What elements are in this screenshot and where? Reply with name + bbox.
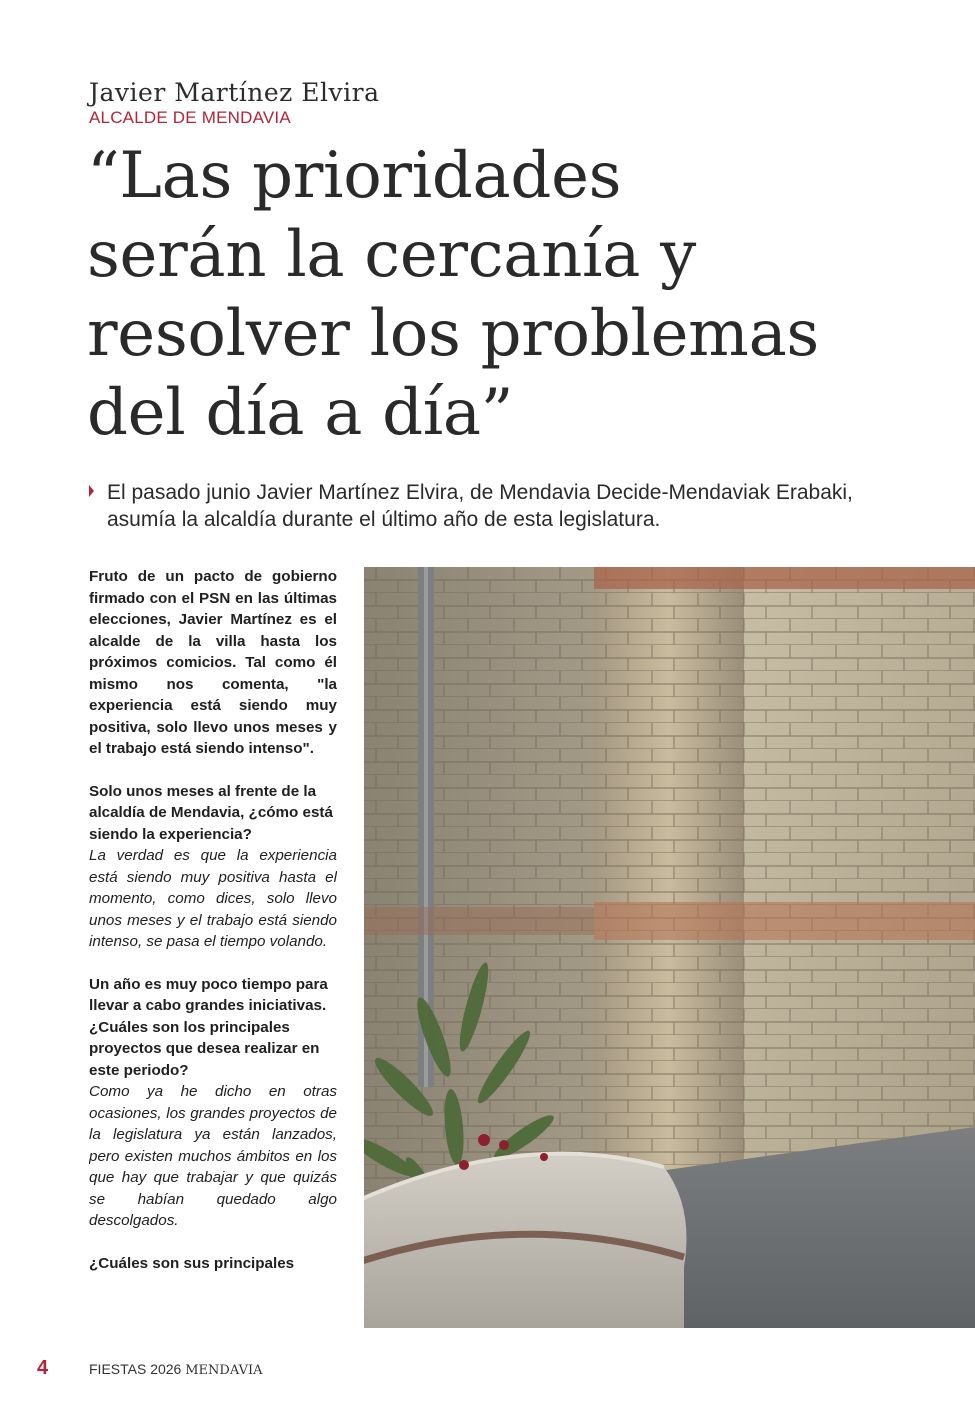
answer: Como ya he dicho en otras ocasiones, los grandes proyectos de la legislatura ya están lanzados, pero existen muchos ámbitos en los que hay que trabajar y que quizás se habían quedado algo descolgados. — [89, 1083, 337, 1229]
question: Solo unos meses al frente de la alcaldía de Mendavia, ¿cómo está siendo la experiencia? — [89, 782, 333, 843]
headline — [87, 137, 967, 453]
author-role: ALCALDE DE MENDAVIA — [89, 108, 291, 127]
headline-line: del día a día” — [87, 376, 514, 450]
footer-publication — [89, 1361, 263, 1378]
answer: La verdad es que la experiencia está siendo muy positiva hasta el momento, como dices, solo llevo unos meses y el trabajo está siendo intenso, se pasa el tiempo volando. — [89, 847, 337, 950]
lead-paragraph: El pasado junio Javier Martínez Elvira, de Mendavia Decide-Mendaviak Erabaki, asumía la alcaldía durante el último año de esta legislatura. — [107, 481, 853, 531]
question: ¿Cuáles son sus principales — [89, 1254, 295, 1272]
triangle-right-icon — [89, 485, 94, 497]
question: Un año es muy poco tiempo para llevar a cabo grandes iniciativas. ¿Cuáles son los principales proyectos que desea realizar en este periodo? — [89, 975, 328, 1079]
headline-line: resolver los problemas — [87, 297, 819, 371]
footer-edition: FIESTAS 2026 — [89, 1361, 182, 1377]
footer-town: MENDAVIA — [185, 1363, 263, 1378]
page-number: 4 — [37, 1357, 49, 1379]
body-column — [89, 566, 337, 1331]
author-name: Javier Martínez Elvira — [89, 78, 380, 107]
stone-wall-photo — [364, 567, 975, 1328]
headline-line: serán la cercanía y — [87, 218, 696, 292]
intro-paragraph: Fruto de un pacto de gobierno firmado con el PSN en las últimas elecciones, Javier Martínez es el alcalde de la villa hasta los próximos comicios. Tal como él mismo nos comenta, "la experiencia está siendo muy positiva, solo llevo unos meses y el trabajo está siendo intenso". — [89, 568, 337, 757]
headline-line: “Las prioridades — [87, 139, 622, 213]
